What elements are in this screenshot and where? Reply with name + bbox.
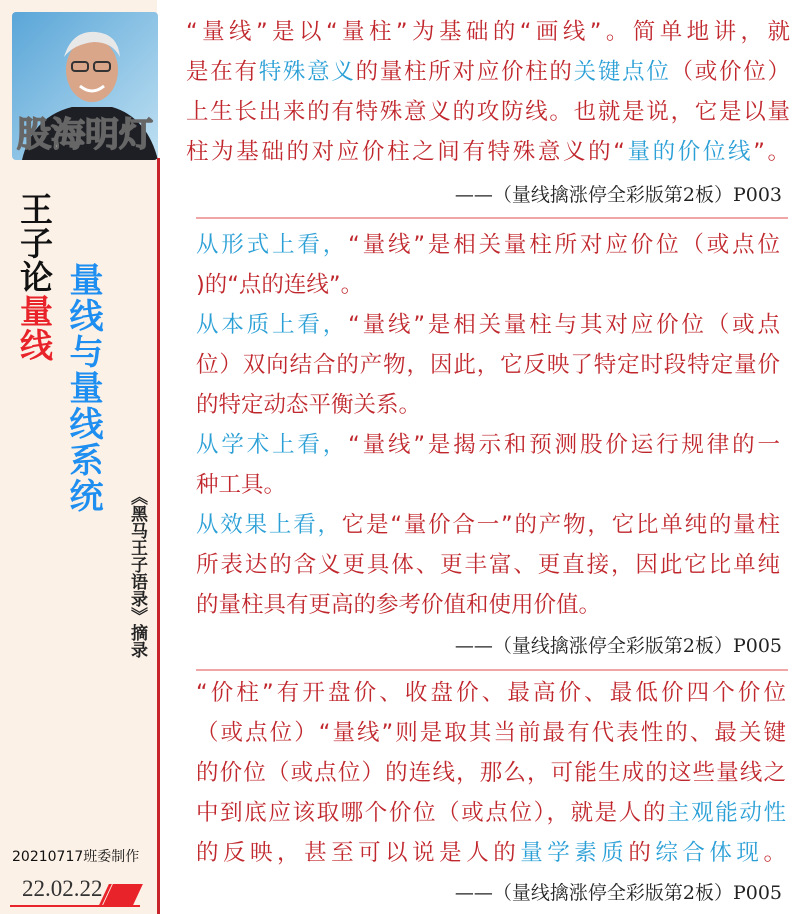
sidebar-title bbox=[15, 192, 54, 362]
text-line bbox=[186, 132, 790, 172]
source-book: 《黑马王子语录》摘录 bbox=[127, 488, 147, 658]
highlight-text: 综合体现 bbox=[655, 840, 764, 866]
body-text: “量线”是相关量柱与其对应价位（或点 bbox=[348, 312, 780, 338]
highlight-text: 特殊意义 bbox=[258, 59, 356, 85]
body-text: 的 bbox=[628, 840, 656, 866]
body-text: 所表达的含义更具体、更丰富、更直接，因此它比单纯 bbox=[196, 552, 780, 578]
body-text: （或点位）“量线”则是取其当前最有代表性的、最关键 bbox=[196, 720, 786, 746]
body-text: “量线”是揭示和预测股价运行规律的一 bbox=[348, 432, 780, 458]
text-line bbox=[196, 713, 786, 753]
highlight-text: 从学术上看， bbox=[196, 432, 349, 458]
body-text: （或价位） bbox=[670, 59, 790, 85]
body-text: 的量柱所对应价柱的 bbox=[355, 59, 574, 85]
maker-label: 20210717班委制作 bbox=[12, 849, 140, 865]
highlight-text: 量的价位线 bbox=[624, 139, 754, 165]
sidebar-subtitle: 量线与量线系统 bbox=[63, 262, 103, 514]
highlight-text: 量学素质 bbox=[520, 840, 629, 866]
highlight-text: 从本质上看， bbox=[196, 312, 349, 338]
highlight-text: 从形式上看， bbox=[196, 232, 349, 258]
text-line bbox=[196, 673, 786, 713]
body-text: ”。 bbox=[753, 139, 790, 165]
divider-vertical bbox=[157, 158, 160, 914]
highlight-text: 主观能动性 bbox=[667, 800, 786, 826]
text-line bbox=[196, 753, 786, 793]
text-line bbox=[196, 833, 786, 873]
body-text: 。 bbox=[763, 840, 786, 866]
text-line bbox=[196, 793, 786, 833]
quote-source-2: ——（量线擒涨停全彩版第2板）P005 bbox=[454, 635, 782, 657]
title-black: 王子论 bbox=[15, 192, 54, 294]
text-line bbox=[196, 465, 780, 505]
section-divider bbox=[196, 217, 788, 219]
title-red: 量线 bbox=[15, 294, 54, 362]
quote-section-1 bbox=[186, 12, 790, 172]
highlight-text: 从效果上看， bbox=[196, 512, 342, 538]
body-text: 柱为基础的对应价柱之间有特殊意义的“ bbox=[186, 139, 625, 165]
text-line bbox=[196, 505, 780, 545]
quote-source-1: ——（量线擒涨停全彩版第2板）P003 bbox=[454, 184, 782, 206]
body-text: 位）双向结合的产物，因此，它反映了特定时段特定量价 bbox=[196, 352, 780, 378]
body-text: 它是“量价合一”的产物，它比单纯的量柱 bbox=[341, 512, 780, 538]
body-text: )的“点的连线”。 bbox=[196, 272, 364, 298]
text-line bbox=[196, 545, 780, 585]
date-underline bbox=[10, 905, 140, 907]
body-text: 的特定动态平衡关系。 bbox=[196, 392, 422, 418]
text-line bbox=[186, 52, 790, 92]
body-text: “价柱”有开盘价、收盘价、最高价、最低价四个价位 bbox=[196, 680, 786, 706]
text-line bbox=[196, 265, 780, 305]
quote-section-3 bbox=[196, 673, 786, 873]
body-text: 的反映，甚至可以说是人的 bbox=[196, 840, 521, 866]
text-line bbox=[196, 425, 780, 465]
body-text: “量线”是相关量柱所对应价位（或点位 bbox=[348, 232, 780, 258]
text-line bbox=[196, 225, 780, 265]
date-label: 22.02.22 bbox=[22, 876, 103, 901]
text-line bbox=[186, 92, 790, 132]
quote-section-2 bbox=[196, 225, 780, 625]
body-text: 的量柱具有更高的参考价值和使用价值。 bbox=[196, 592, 602, 618]
body-text: 中到底应该取哪个价位（或点位），就是人的 bbox=[196, 800, 668, 826]
body-text: 上生长出来的有特殊意义的攻防线。也就是说，它是以量 bbox=[186, 99, 790, 125]
body-text: 的价位（或点位）的连线，那么，可能生成的这些量线之 bbox=[196, 760, 786, 786]
body-text: “量线”是以“量柱”为基础的“画线”。简单地讲，就 bbox=[186, 19, 790, 45]
text-line bbox=[196, 385, 780, 425]
highlight-text: 关键点位 bbox=[573, 59, 671, 85]
text-line bbox=[196, 585, 780, 625]
quote-source-3: ——（量线擒涨停全彩版第2板）P005 bbox=[454, 882, 782, 904]
text-line bbox=[196, 345, 780, 385]
watermark: 股海明灯 bbox=[17, 115, 153, 155]
section-divider bbox=[196, 669, 788, 671]
text-line bbox=[196, 305, 780, 345]
body-text: 种工具。 bbox=[196, 472, 287, 498]
body-text: 是在有 bbox=[186, 59, 259, 85]
text-line bbox=[186, 12, 790, 52]
